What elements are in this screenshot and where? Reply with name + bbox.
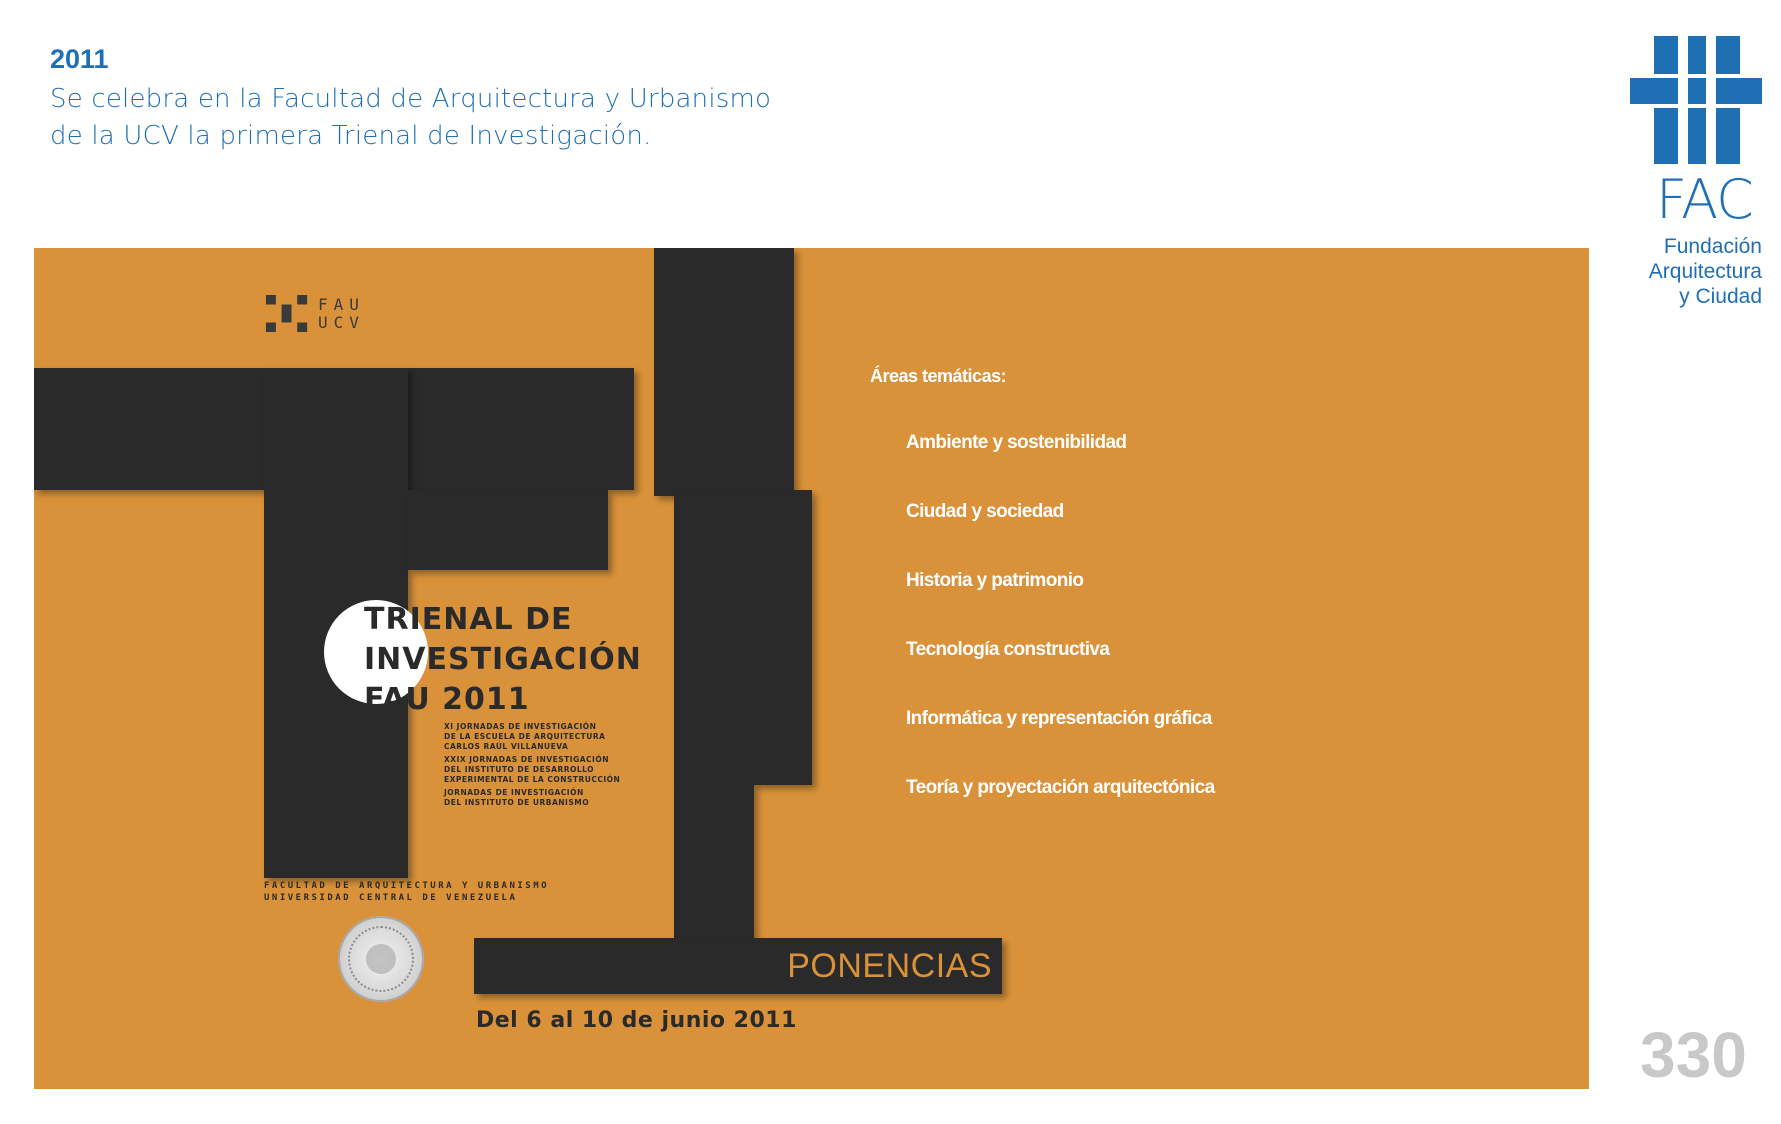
fac-logo-mark-icon <box>1630 36 1762 166</box>
institution-line-1: FACULTAD DE ARQUITECTURA Y URBANISMO <box>264 881 550 891</box>
fac-name-line-2: Arquitectura <box>1648 260 1762 283</box>
poster-dates: Del 6 al 10 de junio 2011 <box>476 1008 797 1033</box>
area-item: Historia y patrimonio <box>906 570 1084 591</box>
area-item: Teoría y proyectación arquitectónica <box>906 777 1215 798</box>
fau-ucv-logo: ▀▄▀ FAU ▄▀▄ UCV <box>266 295 365 332</box>
page-number: 330 <box>1640 1019 1747 1091</box>
sub-line: EXPERIMENTAL DE LA CONSTRUCCIÓN <box>444 775 621 784</box>
description-line-1: Se celebra en la Facultad de Arquitectura y Urbanismo <box>50 84 772 114</box>
poster-title-line-2: INVESTIGACIÓN <box>364 642 642 677</box>
sub-line: DEL INSTITUTO DE URBANISMO <box>444 798 590 807</box>
institution-line-2: UNIVERSIDAD CENTRAL DE VENEZUELA <box>264 893 518 903</box>
poster-black-band-right <box>674 490 812 785</box>
fac-acronym: FAC <box>1656 168 1753 231</box>
poster-title <box>364 600 642 720</box>
trienal-poster-image <box>34 248 1589 1089</box>
fac-foundation-name <box>1604 234 1762 309</box>
ponencias-banner <box>474 938 1002 994</box>
ucv-seal-icon <box>338 916 424 1002</box>
fac-logo <box>1630 36 1762 308</box>
areas-title: Áreas temáticas: <box>870 366 1007 386</box>
year-heading: 2011 <box>50 44 109 74</box>
poster-black-band-mid <box>408 490 608 570</box>
area-item: Informática y representación gráfica <box>906 708 1212 729</box>
poster-black-band-lower <box>674 785 754 945</box>
fac-name-line-3: y Ciudad <box>1679 285 1762 308</box>
seal-core <box>366 944 396 974</box>
area-item: Tecnología constructiva <box>906 639 1110 660</box>
sub-line: JORNADAS DE INVESTIGACIÓN <box>444 788 584 797</box>
poster-black-band-upper-right <box>654 248 794 496</box>
description-line-2: de la UCV la primera Trienal de Investigación. <box>50 121 652 151</box>
sub-line: DE LA ESCUELA DE ARQUITECTURA <box>444 732 606 741</box>
ponencias-label: PONENCIAS <box>787 947 992 985</box>
fau-label: FAU <box>318 295 365 314</box>
area-item: Ambiente y sostenibilidad <box>906 432 1127 453</box>
sub-line: CARLOS RAÚL VILLANUEVA <box>444 742 569 751</box>
area-item: Ciudad y sociedad <box>906 501 1064 522</box>
sub-line: DEL INSTITUTO DE DESARROLLO <box>444 765 595 774</box>
header <box>50 44 771 155</box>
fac-name-line-1: Fundación <box>1663 235 1762 258</box>
sub-line: XI JORNADAS DE INVESTIGACIÓN <box>444 722 597 731</box>
poster-subtitle-block <box>444 722 620 811</box>
areas-list <box>906 432 1215 846</box>
sub-line: XXIX JORNADAS DE INVESTIGACIÓN <box>444 755 609 764</box>
ucv-label: UCV <box>318 313 365 332</box>
poster-title-line-1: TRIENAL DE <box>364 602 573 637</box>
poster-title-line-3: FAU 2011 <box>364 682 530 717</box>
poster-institution <box>264 880 549 904</box>
